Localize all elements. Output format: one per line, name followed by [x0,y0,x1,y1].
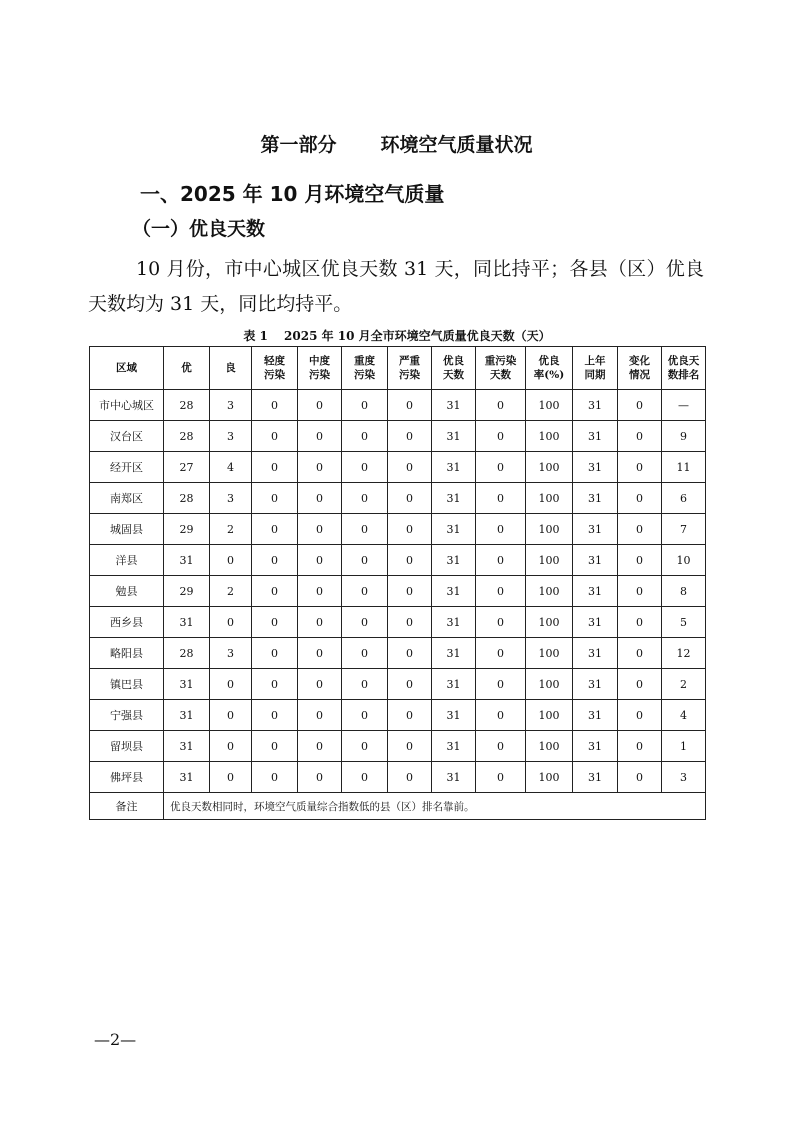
region-cell: 汉台区 [90,421,164,452]
table-cell: 100 [526,762,573,793]
table-cell: 0 [252,669,298,700]
table-cell: 0 [298,514,342,545]
region-cell: 佛坪县 [90,762,164,793]
table-cell: 0 [388,576,432,607]
table-cell: 0 [252,700,298,731]
table-cell: 28 [164,483,210,514]
table-row [90,576,706,607]
table-cell: 0 [298,390,342,421]
section-heading: 一、2025 年 10 月环境空气质量 [140,182,445,206]
table-cell: — [662,390,706,421]
column-header-line: 上年 [584,355,606,367]
table-cell: 31 [164,669,210,700]
table-row [90,421,706,452]
table-cell: 31 [573,762,618,793]
table-cell: 31 [432,731,476,762]
table-cell: 31 [432,483,476,514]
column-header [164,347,210,390]
table-cell: 0 [618,452,662,483]
table-cell: 0 [476,700,526,731]
table-cell: 0 [388,545,432,576]
table-cell: 0 [252,452,298,483]
table-cell: 8 [662,576,706,607]
table-cell: 0 [476,545,526,576]
table-row [90,700,706,731]
table-cell: 0 [342,514,388,545]
table-cell: 0 [298,452,342,483]
table-cell: 31 [432,452,476,483]
table-cell: 100 [526,421,573,452]
table-cell: 0 [618,390,662,421]
table-cell: 0 [618,483,662,514]
region-cell: 宁强县 [90,700,164,731]
table-cell: 29 [164,576,210,607]
column-header-line: 天数 [490,369,511,381]
table-cell: 3 [662,762,706,793]
table-cell: 0 [388,638,432,669]
table-cell: 0 [298,576,342,607]
table-cell: 0 [388,452,432,483]
table-cell: 0 [388,700,432,731]
table-cell: 0 [342,638,388,669]
table-cell: 0 [342,669,388,700]
table-cell: 0 [476,576,526,607]
table-cell: 0 [388,421,432,452]
table-cell: 3 [210,483,252,514]
table-cell: 0 [476,483,526,514]
table-row [90,452,706,483]
table-cell: 0 [210,607,252,638]
note-row [90,793,706,820]
table-cell: 0 [618,669,662,700]
column-header [388,347,432,390]
table-cell: 0 [342,421,388,452]
table-cell: 0 [210,731,252,762]
part-label: 第一部分 [260,134,337,156]
table-cell: 0 [342,700,388,731]
table-cell: 0 [476,607,526,638]
note-text: 优良天数相同时，环境空气质量综合指数低的县（区）排名靠前。 [164,793,706,820]
table-header-row [90,347,706,390]
column-header-line: 良 [225,362,236,374]
table-cell: 0 [298,607,342,638]
table-cell: 0 [618,576,662,607]
table-cell: 0 [388,731,432,762]
column-header-line: 区域 [116,362,137,374]
table-cell: 0 [618,421,662,452]
region-cell: 经开区 [90,452,164,483]
table-cell: 0 [342,545,388,576]
table-row [90,762,706,793]
table-cell: 0 [298,762,342,793]
column-header-line: 污染 [354,369,375,381]
column-header [298,347,342,390]
table-row [90,607,706,638]
table-cell: 0 [388,483,432,514]
table-cell: 31 [573,421,618,452]
table-row [90,545,706,576]
table-cell: 0 [342,607,388,638]
table-cell: 31 [573,576,618,607]
region-cell: 洋县 [90,545,164,576]
table-cell: 6 [662,483,706,514]
region-cell: 留坝县 [90,731,164,762]
table-cell: 31 [164,731,210,762]
column-header [526,347,573,390]
region-cell: 镇巴县 [90,669,164,700]
table-cell: 0 [342,483,388,514]
table-cell: 0 [342,762,388,793]
table-cell: 0 [618,700,662,731]
table-cell: 0 [298,700,342,731]
table-cell: 100 [526,390,573,421]
column-header [90,347,164,390]
table-caption: 表 1 2025 年 10 月全市环境空气质量优良天数（天） [243,329,551,343]
table-cell: 3 [210,390,252,421]
table-cell: 0 [618,638,662,669]
table-cell: 1 [662,731,706,762]
table-cell: 31 [432,762,476,793]
table-cell: 100 [526,607,573,638]
table-cell: 2 [662,669,706,700]
table-cell: 0 [252,545,298,576]
table-cell: 31 [432,514,476,545]
table-cell: 31 [573,483,618,514]
table-body [90,390,706,820]
table-cell: 0 [252,576,298,607]
region-cell: 西乡县 [90,607,164,638]
table-cell: 100 [526,576,573,607]
table-cell: 31 [432,576,476,607]
table-cell: 31 [573,607,618,638]
table-cell: 0 [618,607,662,638]
part-title [0,130,793,157]
table-cell: 31 [432,700,476,731]
table-cell: 100 [526,483,573,514]
table-cell: 0 [298,731,342,762]
table-cell: 0 [388,669,432,700]
region-cell: 南郑区 [90,483,164,514]
column-header [432,347,476,390]
column-header [476,347,526,390]
table-cell: 0 [618,731,662,762]
part-name: 环境空气质量状况 [380,134,533,156]
table-cell: 0 [252,514,298,545]
table-row [90,514,706,545]
column-header-line: 变化 [629,355,650,367]
table-cell: 31 [432,390,476,421]
table-cell: 0 [252,421,298,452]
column-header-line: 天数 [443,369,464,381]
table-row [90,483,706,514]
table-cell: 0 [476,638,526,669]
table-cell: 100 [526,669,573,700]
table-row [90,390,706,421]
table-cell: 0 [342,576,388,607]
table-cell: 31 [573,669,618,700]
table-cell: 0 [342,390,388,421]
region-cell: 略阳县 [90,638,164,669]
table-cell: 2 [210,576,252,607]
table-cell: 0 [210,700,252,731]
table-cell: 31 [573,545,618,576]
table-cell: 5 [662,607,706,638]
table-cell: 31 [164,607,210,638]
column-header-line: 同期 [584,369,606,381]
table-cell: 100 [526,700,573,731]
column-header-line: 中度 [309,355,330,367]
table-cell: 0 [388,390,432,421]
table-cell: 31 [164,545,210,576]
table-cell: 0 [476,762,526,793]
note-label: 备注 [90,793,164,820]
table-cell: 0 [618,514,662,545]
table-cell: 31 [573,514,618,545]
table-cell: 31 [164,700,210,731]
table-cell: 4 [662,700,706,731]
region-cell: 城固县 [90,514,164,545]
column-header-line: 优 [181,362,192,374]
column-header [618,347,662,390]
table-cell: 0 [476,421,526,452]
column-header-line: 重度 [354,355,375,367]
column-header [342,347,388,390]
table-cell: 0 [476,390,526,421]
table-cell: 28 [164,638,210,669]
column-header [662,347,706,390]
table-cell: 0 [388,607,432,638]
table-cell: 100 [526,514,573,545]
table-cell: 0 [476,669,526,700]
table-cell: 0 [298,545,342,576]
table-cell: 0 [618,762,662,793]
table-cell: 0 [252,483,298,514]
table-cell: 0 [298,483,342,514]
table-cell: 0 [298,669,342,700]
region-cell: 市中心城区 [90,390,164,421]
table-cell: 31 [432,421,476,452]
table-cell: 0 [252,390,298,421]
table-cell: 11 [662,452,706,483]
table-cell: 100 [526,638,573,669]
column-header-line: 优良 [538,355,560,367]
column-header-line: 情况 [629,369,650,381]
table-cell: 27 [164,452,210,483]
table-cell: 100 [526,731,573,762]
table-cell: 0 [210,545,252,576]
column-header-line: 数排名 [667,369,700,381]
table-cell: 31 [432,638,476,669]
table-cell: 31 [573,731,618,762]
table-cell: 31 [432,545,476,576]
column-header-line: 率(%) [533,369,565,381]
table-cell: 0 [252,607,298,638]
column-header-line: 污染 [264,369,285,381]
table-cell: 2 [210,514,252,545]
table-cell: 31 [573,700,618,731]
column-header [573,347,618,390]
region-cell: 勉县 [90,576,164,607]
subsection-heading: （一）优良天数 [132,218,266,240]
table-cell: 0 [210,762,252,793]
column-header-line: 重污染 [484,355,517,367]
table-cell: 7 [662,514,706,545]
table-row [90,731,706,762]
table-cell: 28 [164,421,210,452]
table-cell: 29 [164,514,210,545]
table-cell: 31 [432,607,476,638]
table-cell: 12 [662,638,706,669]
table-row [90,638,706,669]
table-cell: 0 [298,638,342,669]
table-cell: 31 [164,762,210,793]
column-header-line: 污染 [399,369,420,381]
column-header [252,347,298,390]
table-cell: 31 [432,669,476,700]
table-cell: 0 [298,421,342,452]
table-cell: 31 [573,390,618,421]
table-cell: 100 [526,452,573,483]
column-header-line: 优良天 [667,355,700,367]
table-cell: 0 [388,762,432,793]
table-row [90,669,706,700]
table-cell: 10 [662,545,706,576]
table-cell: 0 [388,514,432,545]
column-header-line: 轻度 [264,355,285,367]
table-cell: 0 [252,638,298,669]
table-cell: 0 [342,731,388,762]
table-cell: 9 [662,421,706,452]
table-cell: 0 [252,731,298,762]
table-cell: 0 [252,762,298,793]
table-cell: 0 [342,452,388,483]
column-header-line: 严重 [399,355,420,367]
table-cell: 31 [573,638,618,669]
table-cell: 0 [476,514,526,545]
table-cell: 4 [210,452,252,483]
table-cell: 0 [476,452,526,483]
table-cell: 0 [476,731,526,762]
table-cell: 31 [573,452,618,483]
table-cell: 3 [210,638,252,669]
page-number: —2— [94,1030,137,1049]
air-quality-table [89,346,706,820]
body-paragraph: 10 月份，市中心城区优良天数 31 天，同比持平；各县（区）优良天数均为 31 天，同比均持平。 [88,258,704,315]
table-cell: 0 [210,669,252,700]
column-header-line: 优良 [443,355,464,367]
column-header-line: 污染 [309,369,330,381]
table-cell: 100 [526,545,573,576]
table-cell: 3 [210,421,252,452]
column-header [210,347,252,390]
table-cell: 28 [164,390,210,421]
table-cell: 0 [618,545,662,576]
